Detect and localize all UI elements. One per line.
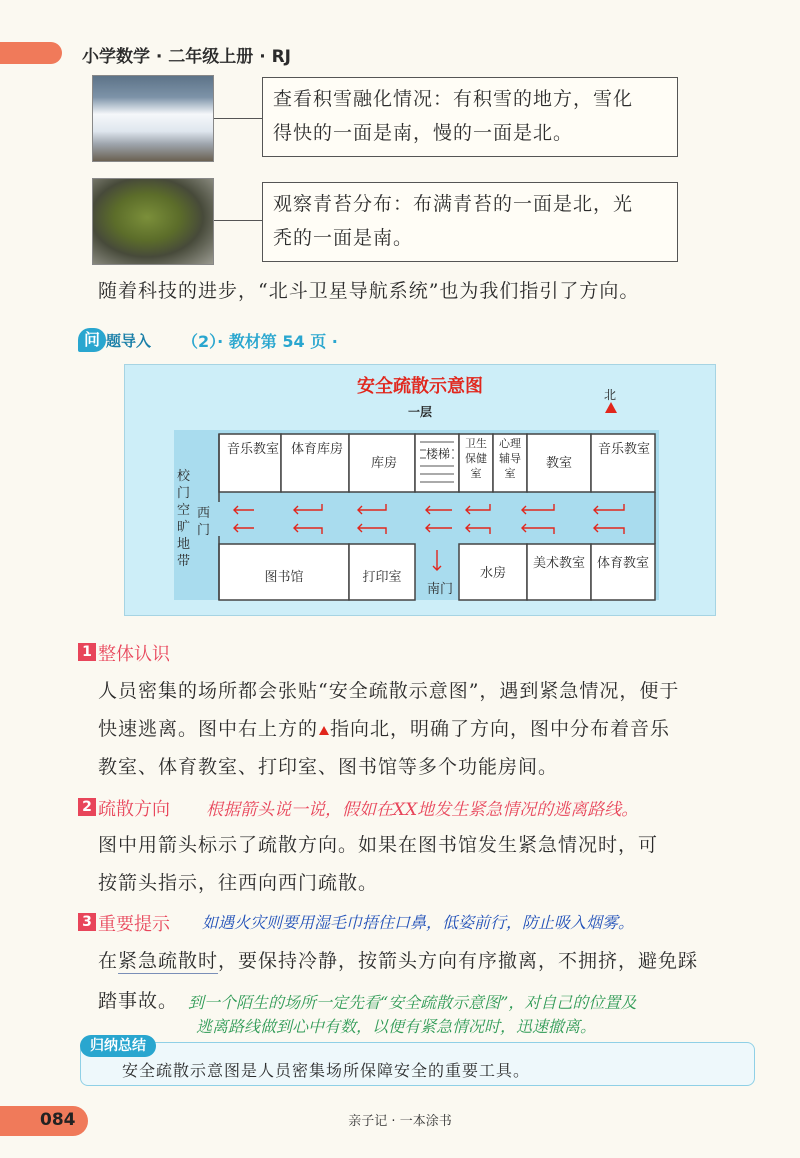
moss-clue-line1: 观察青苔分布：布满青苔的一面是北，光: [273, 193, 634, 215]
map-floor-label: 一层: [407, 405, 432, 419]
section-number: 3: [78, 913, 96, 931]
room-label: 音乐教室: [226, 442, 279, 457]
room-label: 心理辅导室: [499, 437, 521, 480]
intro-label: 题导入: [106, 332, 152, 350]
moss-rock-image: [92, 178, 214, 265]
connector-line: [214, 118, 262, 119]
connector-line: [214, 220, 262, 221]
beidou-paragraph: 随着科技的进步，“北斗卫星导航系统”也为我们指引了方向。: [98, 280, 640, 302]
paragraph-line: 教室、体育教室、打印室、图书馆等多个功能房间。: [98, 756, 559, 778]
snow-mountain-image: [92, 75, 214, 162]
page-number: 084: [40, 1110, 76, 1130]
room-label: 水房: [479, 566, 506, 581]
room-label: 体育教室: [596, 556, 649, 571]
north-label: 北: [604, 388, 617, 402]
header-tab-decoration: [0, 42, 62, 64]
snow-clue-line1: 查看积雪融化情况：有积雪的地方，雪化: [273, 88, 634, 110]
moss-clue-line2: 秃的一面是南。: [273, 227, 414, 249]
section-title: 整体认识: [98, 644, 170, 665]
section-title: 疏散方向: [98, 799, 170, 820]
room-label: 图书馆: [264, 570, 304, 585]
room-label: 打印室: [362, 570, 402, 585]
summary-badge: 归纳总结: [80, 1035, 156, 1057]
room-label: 体育库房: [290, 442, 343, 457]
south-gate-label: 南门: [426, 582, 453, 597]
summary-text: 安全疏散示意图是人员密集场所保障安全的重要工具。: [122, 1061, 531, 1080]
stairs-label: 楼梯: [426, 447, 451, 461]
question-badge: 问: [78, 328, 106, 352]
paragraph-line: 踏事故。: [98, 990, 179, 1012]
footer-caption: 亲子记 · 一本涂书: [348, 1114, 452, 1129]
room-label: 教室: [545, 456, 572, 471]
snow-clue-line2: 得快的一面是南，慢的一面是北。: [273, 122, 574, 144]
moss-clue-box: [262, 182, 678, 262]
handwritten-note: 如遇火灾则要用湿毛巾捂住口鼻，低姿前行，防止吸入烟雾。: [202, 913, 635, 932]
textbook-reference: （2）· 教材第 54 页 ·: [182, 332, 338, 351]
stairs: [415, 434, 459, 492]
section-number: 2: [78, 798, 96, 816]
room-label: 美术教室: [532, 556, 585, 571]
book-title: 小学数学 · 二年级上册 · RJ: [82, 47, 292, 67]
section-title: 重要提示: [98, 914, 170, 935]
handwritten-note: 根据箭头说一说，假如在XX地发生紧急情况的逃离路线。: [206, 800, 639, 820]
snow-clue-box: [262, 77, 678, 157]
paragraph-line: 在紧急疏散时，要保持冷静，按箭头方向有序撤离，不拥挤，避免踩: [98, 950, 699, 972]
section-number: 1: [78, 643, 96, 661]
room-label: 卫生保健室: [465, 437, 487, 480]
north-triangle-icon: [319, 726, 329, 735]
west-open-area-label: 校门空旷地带: [177, 469, 191, 569]
paragraph-line: 快速逃离。图中右上方的 指向北，明确了方向，图中分布着音乐: [98, 718, 671, 740]
paragraph-line: 图中用箭头标示了疏散方向。如果在图书馆发生紧急情况时，可: [98, 834, 659, 856]
paragraph-line: 按箭头指示，往西向西门疏散。: [98, 872, 379, 894]
map-title: 安全疏散示意图: [357, 376, 483, 397]
paragraph-line: 人员密集的场所都会张贴“安全疏散示意图”，遇到紧急情况，便于: [98, 680, 680, 702]
room-label: 音乐教室: [597, 442, 650, 457]
handwritten-note: 逃离路线做到心中有数，以便有紧急情况时，迅速撤离。: [196, 1017, 597, 1036]
room-label: 库房: [370, 456, 397, 471]
west-gate-label: 西门: [197, 506, 211, 538]
handwritten-note: 到一个陌生的场所一定先看“安全疏散示意图”，对自己的位置及: [188, 993, 637, 1012]
